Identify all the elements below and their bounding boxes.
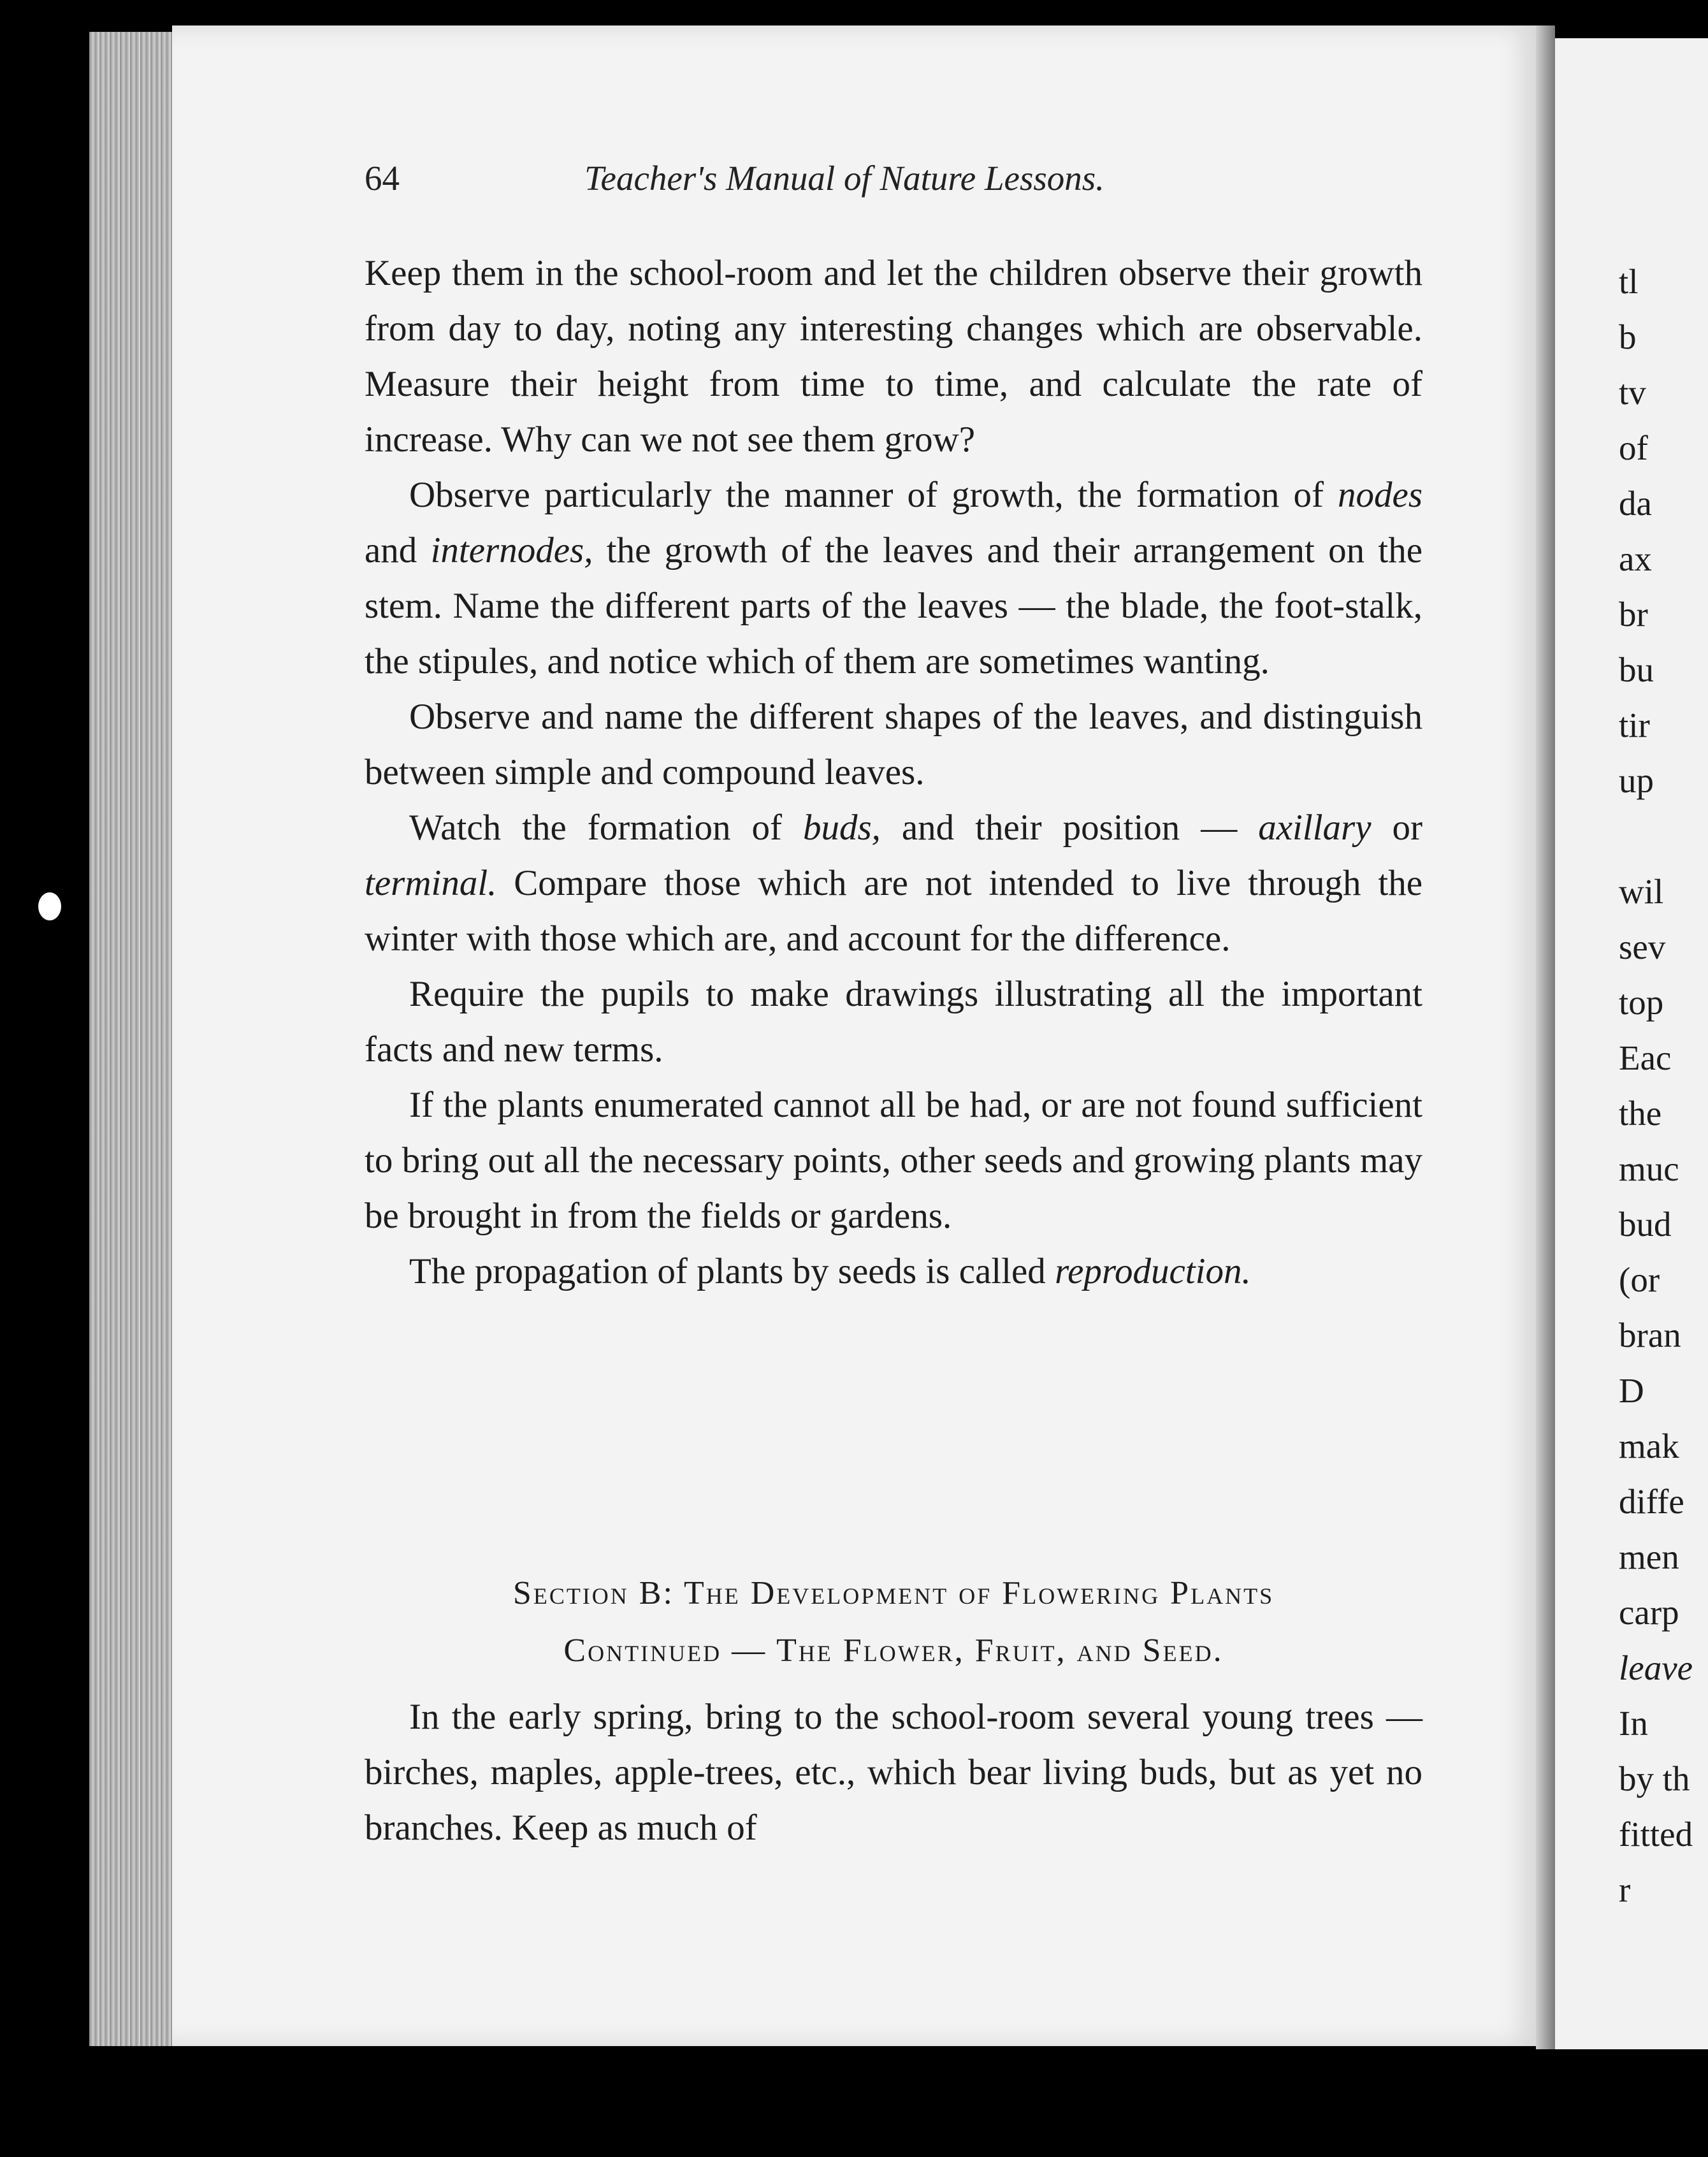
- term-reproduction: reproduction.: [1055, 1251, 1251, 1291]
- right-page-line: Eac: [1619, 1038, 1672, 1077]
- paragraph-1-text: Keep them in the school-room and let the children observe their growth from day to day, noting any interesting changes which are observable. Measure their height from time to time, and calculate the rate of increase. Why can we not see them grow?: [365, 253, 1422, 460]
- page-number: 64: [365, 159, 400, 198]
- paragraph-1: [365, 245, 1422, 467]
- right-page-line: tl: [1619, 262, 1639, 301]
- right-page-line: bud: [1619, 1205, 1672, 1244]
- book-gutter: [1536, 25, 1555, 2052]
- right-page-line: bu: [1619, 650, 1654, 689]
- term-internodes: internodes,: [430, 530, 593, 570]
- right-page-line: tir: [1619, 706, 1650, 744]
- right-page-line: da: [1619, 484, 1652, 523]
- paragraph-5: [365, 966, 1422, 1077]
- right-page-line: b: [1619, 317, 1637, 356]
- right-page-line: fitted: [1619, 1815, 1693, 1854]
- paragraph-4-text-1: Watch the formation of: [409, 808, 803, 848]
- right-page-line: [1619, 808, 1708, 864]
- right-page-line: r: [1619, 1870, 1631, 1909]
- paragraph-4-text-3: or: [1371, 808, 1422, 848]
- section-heading-line-1: Section B: The Development of Flowering Plants: [512, 1575, 1275, 1611]
- paragraph-3-text: Observe and name the different shapes of the leaves, and distinguish between simple and compound leaves.: [365, 697, 1422, 792]
- section-heading-line-2: Continued — The Flower, Fruit, and Seed.: [563, 1632, 1224, 1669]
- term-axillary: axillary: [1258, 808, 1371, 848]
- right-page-line: by th: [1619, 1759, 1690, 1798]
- paragraph-7-text-1: The propagation of plants by seeds is called: [409, 1251, 1055, 1291]
- paragraph-7: [365, 1244, 1422, 1299]
- page-edges: [89, 32, 178, 2046]
- right-page-line: top: [1619, 983, 1664, 1022]
- section-heading: [365, 1565, 1422, 1680]
- paragraph-3: [365, 689, 1422, 800]
- scan-speck: [38, 892, 61, 920]
- right-page-line: up: [1619, 761, 1654, 800]
- section-paragraph: In the early spring, bring to the school-room several young trees — birches, maples, apple-trees, etc., which bear living buds, but as yet no branches. Keep as much of: [365, 1697, 1422, 1848]
- paragraph-2: [365, 467, 1422, 689]
- right-page-line: D: [1619, 1371, 1644, 1410]
- right-page-line: tv: [1619, 373, 1646, 412]
- paragraph-5-text: Require the pupils to make drawings illustrating all the important facts and new terms.: [365, 974, 1422, 1070]
- right-page-line: carp: [1619, 1593, 1679, 1632]
- paragraph-4: [365, 800, 1422, 966]
- scan-border: [0, 2049, 1708, 2157]
- paragraph-2-text-2: and: [365, 530, 431, 570]
- term-terminal: terminal.: [365, 863, 497, 903]
- right-page-line: br: [1619, 595, 1648, 634]
- paragraph-4-text-4: Compare those which are not intended to live through the winter with those which are, and account for the difference.: [365, 863, 1422, 959]
- right-page-line: (or: [1619, 1260, 1660, 1299]
- right-page-line: wil: [1619, 872, 1664, 911]
- right-page-line: the: [1619, 1094, 1662, 1133]
- right-page-line: of: [1619, 428, 1648, 467]
- term-nodes: nodes: [1338, 475, 1422, 515]
- right-page-line: In: [1619, 1704, 1648, 1743]
- right-page-text-fragments: [1619, 254, 1708, 1917]
- body-text: [365, 245, 1422, 1299]
- right-page-line: leave: [1619, 1648, 1693, 1687]
- right-page-line: ax: [1619, 539, 1652, 578]
- running-title: Teacher's Manual of Nature Lessons.: [584, 159, 1104, 198]
- paragraph-6: [365, 1077, 1422, 1244]
- section-body: [365, 1689, 1422, 1856]
- page-header: [365, 158, 1422, 209]
- right-page-line: mak: [1619, 1427, 1679, 1465]
- right-page-line: diffe: [1619, 1482, 1684, 1521]
- paragraph-2-text-1: Observe particularly the manner of growth, the formation of: [409, 475, 1338, 515]
- paragraph-6-text: If the plants enumerated cannot all be had, or are not found sufficient to bring out all the necessary points, other seeds and growing plants may be brought in from the fields or gardens.: [365, 1085, 1422, 1236]
- right-page-line: bran: [1619, 1316, 1681, 1354]
- paragraph-2-text-3: the growth of the leaves and their arrangement on the stem. Name the different parts of the leaves — the blade, the foot-stalk, the stipules, and notice which of them are sometimes wanting.: [365, 530, 1422, 681]
- right-page-line: muc: [1619, 1149, 1679, 1188]
- paragraph-4-text-2: and their position —: [880, 808, 1259, 848]
- term-buds: buds,: [802, 808, 881, 848]
- right-page-line: sev: [1619, 927, 1666, 966]
- right-page-line: men: [1619, 1537, 1679, 1576]
